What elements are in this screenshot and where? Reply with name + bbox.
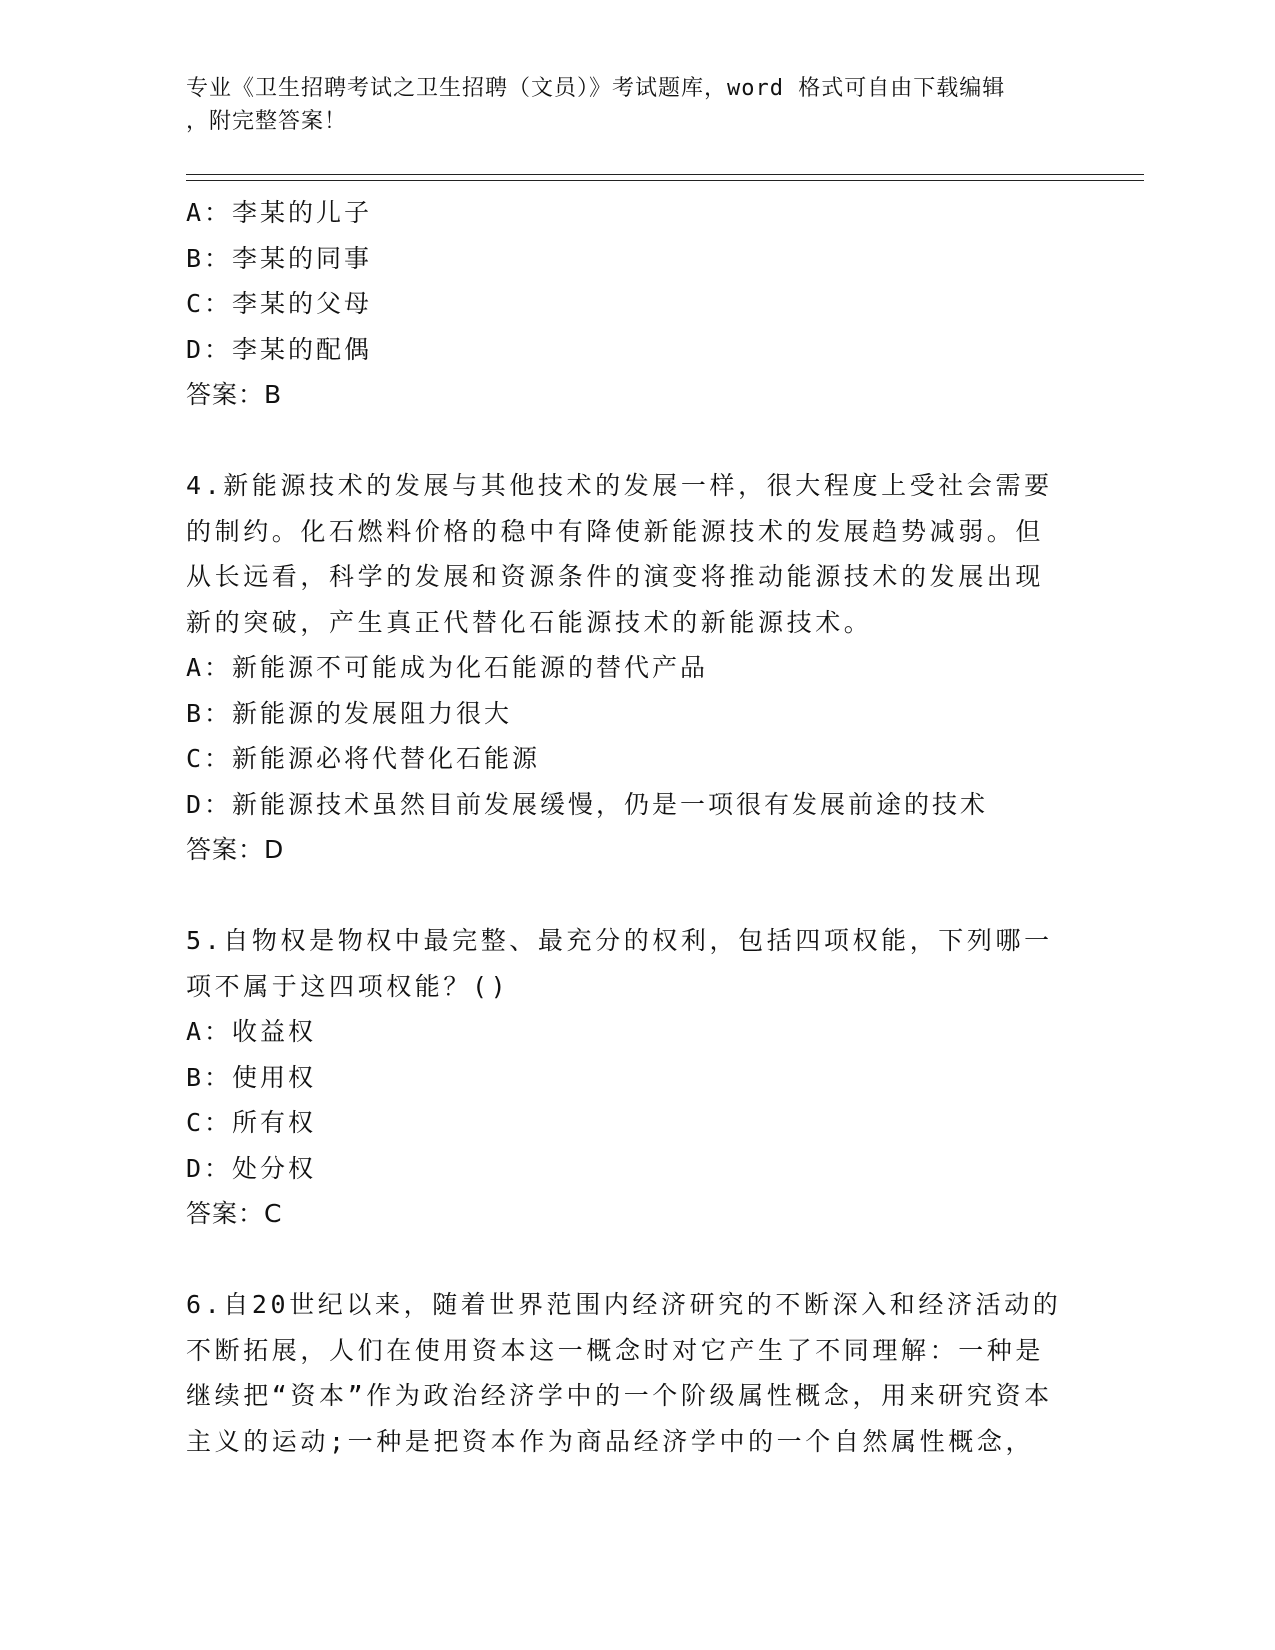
option-a: A：收益权 [186, 1017, 317, 1046]
answer-line: 答案：B [186, 380, 283, 409]
question-5 [186, 918, 1086, 1237]
header-divider-bottom [186, 180, 1144, 181]
option-c: C：新能源必将代替化石能源 [186, 744, 541, 773]
document-header [186, 72, 1066, 138]
question-list [186, 190, 1086, 1464]
option-a: A：李某的儿子 [186, 198, 373, 227]
spacer [186, 1237, 1086, 1283]
header-divider-top [186, 174, 1144, 175]
option-a: A：新能源不可能成为化石能源的替代产品 [186, 653, 709, 682]
question-4 [186, 463, 1086, 873]
option-c: C：所有权 [186, 1108, 317, 1137]
question-3 [186, 190, 1086, 418]
spacer [186, 873, 1086, 919]
question-text: 4.新能源技术的发展与其他技术的发展一样，很大程度上受社会需要的制约。化石燃料价格的稳中有降使新能源技术的发展趋势减弱。但从长远看，科学的发展和资源条件的演变将推动能源技术的发展出现新的突破，产生真正代替化石能源技术的新能源技术。 [186, 471, 1053, 637]
answer-line: 答案：D [186, 835, 285, 864]
option-c: C：李某的父母 [186, 289, 373, 318]
option-d: D：李某的配偶 [186, 334, 373, 364]
question-6 [186, 1282, 1086, 1464]
header-line-1: 专业《卫生招聘考试之卫生招聘（文员）》考试题库，word 格式可自由下载编辑 [186, 76, 1006, 101]
option-d: D：新能源技术虽然目前发展缓慢，仍是一项很有发展前途的技术 [186, 789, 989, 819]
header-line-2: ，附完整答案！ [186, 109, 348, 134]
option-b: B：使用权 [186, 1062, 317, 1092]
answer-line: 答案：C [186, 1199, 283, 1228]
option-b: B：新能源的发展阻力很大 [186, 698, 513, 728]
question-text: 5.自物权是物权中最完整、最充分的权利，包括四项权能，下列哪一项不属于这四项权能？() [186, 926, 1053, 1001]
spacer [186, 418, 1086, 464]
question-text: 6.自20世纪以来，随着世界范围内经济研究的不断深入和经济活动的不断拓展，人们在使用资本这一概念时对它产生了不同理解：一种是继续把“资本”作为政治经济学中的一个阶级属性概念，用来研究资本主义的运动;一种是把资本作为商品经济学中的一个自然属性概念， [186, 1290, 1062, 1456]
option-b: B：李某的同事 [186, 243, 373, 273]
option-d: D：处分权 [186, 1153, 317, 1183]
